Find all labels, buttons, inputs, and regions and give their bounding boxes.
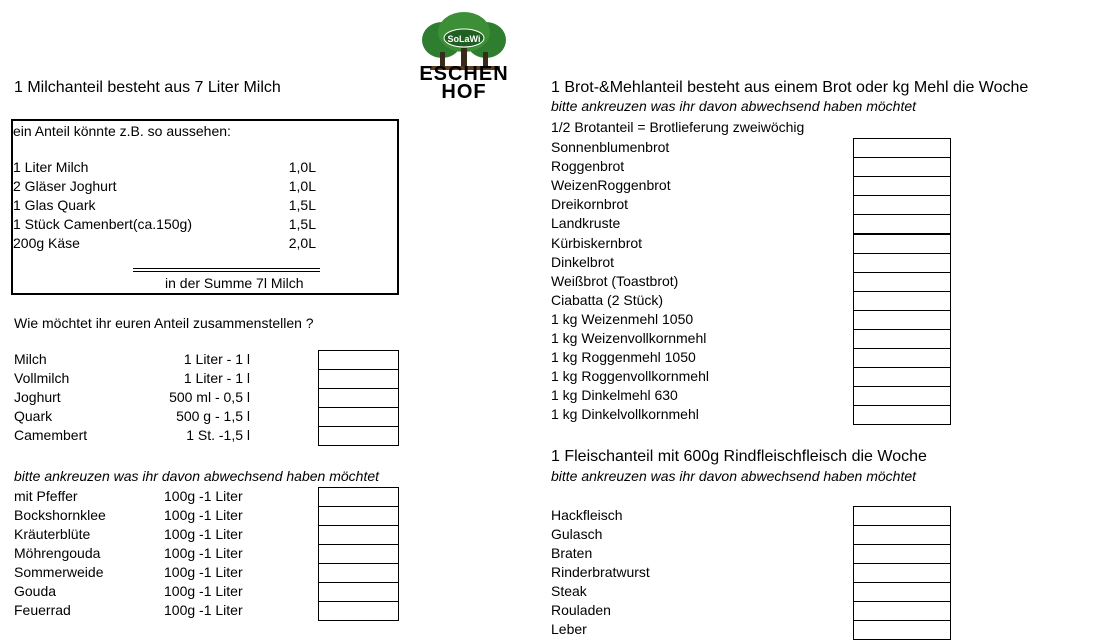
bread-item-name: Sonnenblumenbrot xyxy=(551,139,670,155)
meat-item-name: Braten xyxy=(551,545,593,561)
meat-checkbox[interactable] xyxy=(853,525,951,545)
example-item-amount: 1,5L xyxy=(288,197,316,213)
bread-checkbox[interactable] xyxy=(853,214,951,234)
bread-checkbox[interactable] xyxy=(853,386,951,406)
meat-checkbox[interactable] xyxy=(853,582,951,602)
meat-checkbox[interactable] xyxy=(853,563,951,583)
milk-checkbox[interactable] xyxy=(318,350,399,370)
example-heading: ein Anteil könnte z.B. so aussehen: xyxy=(13,123,231,139)
bread-item-name: Dinkelbrot xyxy=(551,253,615,270)
cheese-checkbox[interactable] xyxy=(318,506,399,526)
example-item-name: 1 Stück Camenbert(ca.150g) xyxy=(13,216,192,232)
cheese-checkbox[interactable] xyxy=(318,601,399,621)
bread-checkbox[interactable] xyxy=(853,329,951,349)
meat-checkbox[interactable] xyxy=(853,620,951,640)
bread-item-name: Kürbiskernbrot xyxy=(551,234,643,251)
logo-badge: SoLaWi xyxy=(447,34,481,44)
bread-item-name: WeizenRoggenbrot xyxy=(551,177,671,194)
bread-hint: bitte ankreuzen was ihr davon abwechsend haben möchtet xyxy=(551,98,917,114)
meat-checkbox[interactable] xyxy=(853,506,951,526)
bread-item-name: 1 kg Weizenvollkornmehl xyxy=(551,330,707,346)
cheese-checkbox[interactable] xyxy=(318,582,399,602)
milk-item-unit: 1 St. -1,5 l xyxy=(186,427,250,443)
bread-checkbox[interactable] xyxy=(853,253,951,273)
bread-note: 1/2 Brotanteil = Brotlieferung zweiwöchig xyxy=(551,119,805,135)
meat-item-name: Leber xyxy=(551,621,587,637)
milk-item-unit: 1 Liter - 1 l xyxy=(183,370,250,386)
bread-item-name: 1 kg Dinkelmehl 630 xyxy=(551,387,678,404)
milk-checkbox[interactable] xyxy=(318,407,399,427)
bread-item-name: 1 kg Weizenmehl 1050 xyxy=(551,310,694,327)
cheese-checkbox[interactable] xyxy=(318,487,399,507)
example-item-name: 1 Glas Quark xyxy=(13,197,96,213)
bread-checkbox[interactable] xyxy=(853,157,951,177)
example-item-amount: 1,0L xyxy=(288,159,316,175)
cheese-item-name: Möhrengouda xyxy=(14,545,101,561)
bread-item-name: 1 kg Dinkelvollkornmehl xyxy=(551,406,699,423)
cheese-item-name: Bockshornklee xyxy=(14,507,106,523)
cheese-item-name: Sommerweide xyxy=(14,564,104,580)
cheese-item-name: Kräuterblüte xyxy=(14,526,91,542)
bread-item-name: 1 kg Roggenmehl 1050 xyxy=(551,349,696,366)
bread-checkbox[interactable] xyxy=(853,405,951,425)
meat-item-name: Gulasch xyxy=(551,526,603,542)
example-item-name: 1 Liter Milch xyxy=(13,159,89,175)
cheese-hint: bitte ankreuzen was ihr davon abwechsend haben möchtet xyxy=(14,468,380,484)
cheese-item-name: Gouda xyxy=(14,583,57,599)
meat-checkbox[interactable] xyxy=(853,544,951,564)
meat-title: 1 Fleischanteil mit 600g Rindfleischfleisch die Woche xyxy=(551,448,927,465)
cheese-item-unit: 100g -1 Liter xyxy=(164,602,243,618)
bread-checkbox[interactable] xyxy=(853,310,951,330)
composition-question: Wie möchtet ihr euren Anteil zusammenstellen ? xyxy=(14,315,314,331)
sum-text: in der Summe 7l Milch xyxy=(165,275,304,291)
bread-checkbox[interactable] xyxy=(853,138,951,158)
cheese-item-unit: 100g -1 Liter xyxy=(164,564,243,580)
bread-checkbox[interactable] xyxy=(853,234,951,254)
meat-item-name: Hackfleisch xyxy=(551,507,623,523)
bread-checkbox[interactable] xyxy=(853,291,951,311)
milk-item-name: Quark xyxy=(14,408,53,424)
bread-checkbox[interactable] xyxy=(853,272,951,292)
milk-item-name: Camembert xyxy=(14,427,88,443)
example-item-amount: 1,5L xyxy=(288,216,316,232)
milk-item-name: Vollmilch xyxy=(14,370,70,386)
bread-checkbox[interactable] xyxy=(853,176,951,196)
meat-item-name: Rouladen xyxy=(551,602,611,618)
milk-item-name: Joghurt xyxy=(14,389,61,405)
tree-icon xyxy=(412,12,516,70)
bread-item-name: Roggenbrot xyxy=(551,158,625,175)
bread-checkbox[interactable] xyxy=(853,348,951,368)
meat-checkbox[interactable] xyxy=(853,601,951,621)
cheese-item-unit: 100g -1 Liter xyxy=(164,526,243,542)
cheese-checkbox[interactable] xyxy=(318,563,399,583)
bread-checkbox[interactable] xyxy=(853,195,951,215)
cheese-checkbox[interactable] xyxy=(318,525,399,545)
example-item-name: 200g Käse xyxy=(13,235,80,251)
milk-checkbox[interactable] xyxy=(318,369,399,389)
logo-line1: ESCHEN xyxy=(419,63,509,85)
milk-item-name: Milch xyxy=(14,351,47,367)
cheese-item-unit: 100g -1 Liter xyxy=(164,488,243,504)
example-item-amount: 1,0L xyxy=(288,178,316,194)
example-item-amount: 2,0L xyxy=(288,235,316,251)
meat-item-name: Rinderbratwurst xyxy=(551,564,650,580)
cheese-item-unit: 100g -1 Liter xyxy=(164,507,243,523)
example-box xyxy=(11,119,399,295)
bread-item-name: Dreikornbrot xyxy=(551,196,629,213)
logo-line2: HOF xyxy=(441,81,487,103)
milk-item-unit: 500 g - 1,5 l xyxy=(176,408,250,424)
logo xyxy=(412,12,516,102)
milk-item-unit: 1 Liter - 1 l xyxy=(183,351,250,367)
cheese-item-name: mit Pfeffer xyxy=(14,488,78,504)
cheese-item-unit: 100g -1 Liter xyxy=(164,583,243,599)
cheese-item-unit: 100g -1 Liter xyxy=(164,545,243,561)
bread-title: 1 Brot-&Mehlanteil besteht aus einem Brot oder kg Mehl die Woche xyxy=(551,79,1029,96)
example-item-name: 2 Gläser Joghurt xyxy=(13,178,117,194)
milk-item-unit: 500 ml - 0,5 l xyxy=(169,389,250,405)
cheese-item-name: Feuerrad xyxy=(14,602,71,618)
meat-item-name: Steak xyxy=(551,583,587,599)
meat-hint: bitte ankreuzen was ihr davon abwechsend haben möchtet xyxy=(551,468,917,484)
bread-checkbox[interactable] xyxy=(853,367,951,387)
bread-item-name: Weißbrot (Toastbrot) xyxy=(551,272,679,289)
milk-title: 1 Milchanteil besteht aus 7 Liter Milch xyxy=(14,79,281,96)
milk-checkbox[interactable] xyxy=(318,388,399,408)
bread-item-name: Landkruste xyxy=(551,215,621,232)
bread-item-name: 1 kg Roggenvollkornmehl xyxy=(551,368,709,385)
cheese-checkbox[interactable] xyxy=(318,544,399,564)
milk-checkbox[interactable] xyxy=(318,426,399,446)
bread-item-name: Ciabatta (2 Stück) xyxy=(551,291,664,308)
